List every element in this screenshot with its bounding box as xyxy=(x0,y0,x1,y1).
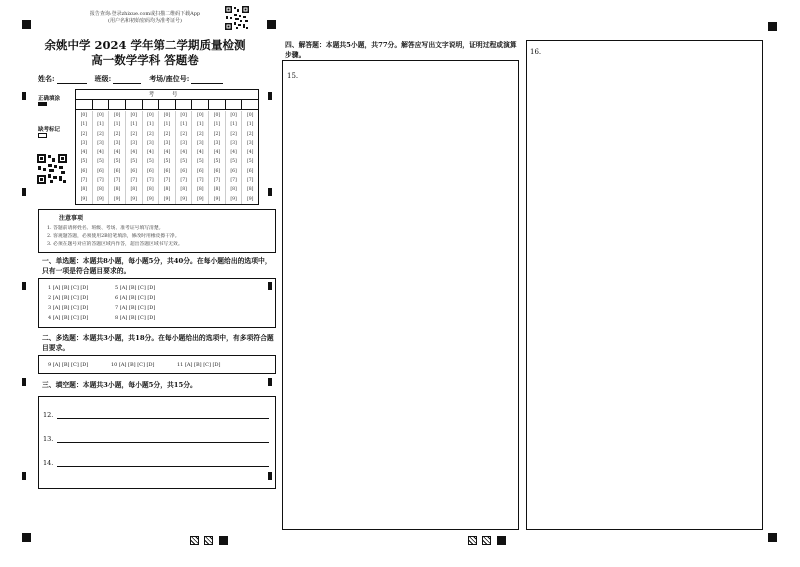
question-13-label: 13. xyxy=(43,435,54,443)
timing-mark-right-1 xyxy=(268,92,272,100)
exam-digit-column xyxy=(143,111,160,204)
exam-digit-bubble[interactable]: [6] xyxy=(97,168,104,174)
fill-blank-answer-box xyxy=(38,396,276,489)
note-item: 2. 客观题答题，必须使用2B铅笔填涂，修改时用橡皮擦干净。 xyxy=(47,234,180,239)
exam-number-grid xyxy=(75,89,259,205)
exam-digit-bubble[interactable]: [8] xyxy=(163,187,171,193)
exam-digit-bubble[interactable]: [1] xyxy=(130,122,137,128)
fill-answer-12[interactable] xyxy=(43,410,269,419)
exam-digit-bubble[interactable]: [9] xyxy=(163,196,171,202)
exam-digit-bubble[interactable]: [2] xyxy=(213,131,221,137)
exam-digit-bubble[interactable]: [1] xyxy=(80,122,88,128)
exam-digit-bubble[interactable]: [0] xyxy=(97,113,104,118)
exam-digit-bubble[interactable]: [1] xyxy=(147,122,154,128)
exam-digit-bubble[interactable]: [1] xyxy=(213,122,221,128)
qr-code-icon xyxy=(224,5,250,31)
exam-digit-bubble[interactable]: [9] xyxy=(213,196,221,202)
exam-digit-column xyxy=(109,111,126,204)
question-2-options[interactable]: 2 [A] [B] [C] [D] xyxy=(48,295,89,301)
exam-digit-bubble[interactable]: [2] xyxy=(197,131,204,137)
exam-digit-bubble[interactable]: [5] xyxy=(230,159,237,165)
exam-digit-write-box[interactable] xyxy=(143,100,160,109)
page-code-mark xyxy=(204,536,213,545)
exam-digit-bubble[interactable]: [8] xyxy=(97,187,104,193)
exam-digit-bubble[interactable]: [7] xyxy=(147,178,154,184)
exam-digit-column xyxy=(226,111,243,204)
exam-digit-column xyxy=(209,111,226,204)
exam-number-write-row xyxy=(76,100,258,110)
exam-digit-bubble[interactable]: [0] xyxy=(246,113,254,118)
exam-digit-bubble[interactable]: [9] xyxy=(113,196,121,202)
exam-digit-bubble[interactable]: [8] xyxy=(80,187,88,193)
exam-digit-bubble[interactable]: [4] xyxy=(147,150,154,156)
exam-digit-column xyxy=(126,111,143,204)
page-subtitle: 高一数学学科 答题卷 xyxy=(91,53,199,67)
section-solution-heading: 四、解答题：本题共5小题，共77分。解答应写出文字说明，证明过程或演算步骤。 xyxy=(285,41,517,59)
page-code-mark xyxy=(219,536,228,545)
question-9-options[interactable]: 9 [A] [B] [C] [D] xyxy=(48,362,89,368)
exam-digit-bubble[interactable]: [0] xyxy=(213,113,221,118)
class-field[interactable] xyxy=(95,74,142,84)
exam-digit-bubble[interactable]: [4] xyxy=(230,150,237,156)
exam-digit-write-box[interactable] xyxy=(76,100,93,109)
exam-digit-bubble[interactable]: [3] xyxy=(163,140,171,146)
exam-digit-bubble[interactable]: [6] xyxy=(113,168,121,174)
exam-digit-bubble[interactable]: [7] xyxy=(163,178,171,184)
exam-digit-write-box[interactable] xyxy=(126,100,143,109)
exam-digit-bubble[interactable]: [1] xyxy=(230,122,237,128)
question-6-options[interactable]: 6 [A] [B] [C] [D] xyxy=(115,295,156,301)
exam-digit-bubble[interactable]: [4] xyxy=(213,150,221,156)
timing-mark-left-3 xyxy=(22,282,26,290)
exam-digit-write-box[interactable] xyxy=(192,100,209,109)
exam-digit-bubble[interactable]: [3] xyxy=(230,140,237,146)
page-code-mark xyxy=(190,536,199,545)
exam-digit-bubble[interactable]: [9] xyxy=(197,196,204,202)
exam-digit-bubble[interactable]: [8] xyxy=(230,187,237,193)
page-code-mark xyxy=(497,536,506,545)
fill-answer-14[interactable] xyxy=(43,458,269,467)
exam-digit-bubble[interactable]: [1] xyxy=(97,122,104,128)
name-field[interactable] xyxy=(38,74,87,84)
question-10-options[interactable]: 10 [A] [B] [C] [D] xyxy=(111,362,155,368)
exam-digit-column xyxy=(159,111,176,204)
exam-digit-bubble[interactable]: [2] xyxy=(130,131,137,137)
section-fill-blank-heading: 三、填空题：本题共3小题，每小题5分，共15分。 xyxy=(42,381,197,389)
exam-digit-bubble[interactable]: [3] xyxy=(213,140,221,146)
question-16-label: 16. xyxy=(530,48,542,56)
exam-digit-bubble[interactable]: [8] xyxy=(213,187,221,193)
exam-digit-bubble[interactable]: [2] xyxy=(80,131,88,137)
exam-digit-bubble[interactable]: [1] xyxy=(180,122,187,128)
exam-digit-bubble[interactable]: [5] xyxy=(147,159,154,165)
corner-mark-bottom-left xyxy=(22,533,31,542)
notice-line-2: (用户名和初始密码均为准考证号) xyxy=(108,18,182,24)
exam-digit-bubble[interactable]: [4] xyxy=(113,150,121,156)
multi-choice-answer-box xyxy=(38,355,276,374)
exam-digit-bubble[interactable]: [8] xyxy=(113,187,121,193)
question-3-options[interactable]: 3 [A] [B] [C] [D] xyxy=(48,305,89,311)
note-item: 1. 答题前请将姓名、班级、考场、准考证号填写清楚。 xyxy=(47,226,164,231)
exam-digit-bubble[interactable]: [3] xyxy=(97,140,104,146)
exam-digit-bubble[interactable]: [0] xyxy=(230,113,237,118)
report-notice xyxy=(70,11,220,25)
exam-digit-bubble[interactable]: [3] xyxy=(113,140,121,146)
exam-digit-bubble[interactable]: [0] xyxy=(163,113,171,118)
exam-digit-bubble[interactable]: [6] xyxy=(130,168,137,174)
exam-digit-bubble[interactable]: [6] xyxy=(163,168,171,174)
class-line[interactable] xyxy=(113,76,141,84)
exam-digit-write-box[interactable] xyxy=(93,100,110,109)
exam-digit-bubble[interactable]: [7] xyxy=(213,178,221,184)
notes-box xyxy=(38,209,276,253)
exam-digit-bubble[interactable]: [9] xyxy=(246,196,254,202)
question-4-options[interactable]: 4 [A] [B] [C] [D] xyxy=(48,315,89,321)
exam-digit-bubble[interactable]: [5] xyxy=(163,159,171,165)
exam-number-bubbles xyxy=(76,111,258,204)
exam-number-header: 考 号 xyxy=(76,90,258,100)
question-12-label: 12. xyxy=(43,411,54,419)
correct-fill-sample xyxy=(38,102,47,106)
exam-digit-bubble[interactable]: [2] xyxy=(180,131,187,137)
exam-digit-bubble[interactable]: [9] xyxy=(97,196,104,202)
name-line[interactable] xyxy=(57,76,87,84)
room-field[interactable] xyxy=(149,74,223,84)
absent-mark-box[interactable] xyxy=(38,133,47,138)
exam-digit-column xyxy=(176,111,193,204)
exam-digit-bubble[interactable]: [6] xyxy=(213,168,221,174)
exam-digit-bubble[interactable]: [0] xyxy=(197,113,204,118)
room-line[interactable] xyxy=(191,76,223,84)
exam-digit-bubble[interactable]: [8] xyxy=(130,187,137,193)
exam-digit-bubble[interactable]: [7] xyxy=(80,178,88,184)
exam-digit-bubble[interactable]: [7] xyxy=(113,178,121,184)
exam-digit-bubble[interactable]: [3] xyxy=(80,140,88,146)
exam-digit-bubble[interactable]: [5] xyxy=(180,159,187,165)
exam-digit-bubble[interactable]: [7] xyxy=(197,178,204,184)
timing-mark-left-4 xyxy=(22,378,26,386)
exam-digit-bubble[interactable]: [5] xyxy=(197,159,204,165)
question-1-options[interactable]: 1 [A] [B] [C] [D] xyxy=(48,285,89,291)
room-label: 考场/座位号: xyxy=(149,74,190,83)
class-label: 班级: xyxy=(94,74,112,83)
question-5-options[interactable]: 5 [A] [B] [C] [D] xyxy=(115,285,156,291)
exam-digit-bubble[interactable]: [3] xyxy=(130,140,137,146)
section-single-choice-heading: 一、单选题：本题共8小题，每小题5分，共40分。在每小题给出的选项中，只有一项是符合题目要求的。 xyxy=(42,257,272,275)
exam-digit-bubble[interactable]: [6] xyxy=(246,168,254,174)
exam-digit-bubble[interactable]: [4] xyxy=(130,150,137,156)
exam-digit-bubble[interactable]: [0] xyxy=(113,113,121,118)
exam-digit-bubble[interactable]: [6] xyxy=(80,168,88,174)
exam-digit-bubble[interactable]: [9] xyxy=(147,196,154,202)
exam-digit-bubble[interactable]: [5] xyxy=(80,159,88,165)
question-11-options[interactable]: 11 [A] [B] [C] [D] xyxy=(177,362,221,368)
question-8-options[interactable]: 8 [A] [B] [C] [D] xyxy=(115,315,156,321)
page-code-mark xyxy=(468,536,477,545)
exam-digit-write-box[interactable] xyxy=(226,100,243,109)
corner-mark-bottom-right xyxy=(768,533,777,542)
exam-digit-bubble[interactable]: [4] xyxy=(197,150,204,156)
fill-answer-13[interactable] xyxy=(43,434,269,443)
notice-line-1: 报告查询:登录zhixue.com或扫描二维码下载App xyxy=(89,11,201,17)
exam-digit-bubble[interactable]: [2] xyxy=(113,131,121,137)
question-14-label: 14. xyxy=(43,459,54,467)
question-15-label: 15. xyxy=(287,72,299,80)
exam-digit-write-box[interactable] xyxy=(176,100,193,109)
exam-digit-bubble[interactable]: [4] xyxy=(80,150,88,156)
correct-fill-label: 正确填涂 xyxy=(38,96,61,102)
exam-digit-bubble[interactable]: [5] xyxy=(97,159,104,165)
exam-digit-bubble[interactable]: [3] xyxy=(197,140,204,146)
answer-area-16[interactable] xyxy=(526,40,763,530)
exam-digit-column xyxy=(192,111,209,204)
exam-digit-bubble[interactable]: [5] xyxy=(130,159,137,165)
exam-digit-bubble[interactable]: [9] xyxy=(80,196,88,202)
exam-digit-bubble[interactable]: [7] xyxy=(180,178,187,184)
exam-digit-bubble[interactable]: [5] xyxy=(246,159,254,165)
exam-digit-bubble[interactable]: [8] xyxy=(180,187,187,193)
exam-digit-bubble[interactable]: [9] xyxy=(130,196,137,202)
exam-digit-bubble[interactable]: [8] xyxy=(147,187,154,193)
exam-digit-bubble[interactable]: [2] xyxy=(97,131,104,137)
exam-digit-bubble[interactable]: [6] xyxy=(230,168,237,174)
exam-digit-bubble[interactable]: [2] xyxy=(147,131,154,137)
exam-digit-bubble[interactable]: [4] xyxy=(246,150,254,156)
exam-digit-bubble[interactable]: [6] xyxy=(180,168,187,174)
exam-digit-write-box[interactable] xyxy=(109,100,126,109)
corner-mark-top-right xyxy=(768,22,777,31)
exam-digit-bubble[interactable]: [7] xyxy=(230,178,237,184)
exam-digit-bubble[interactable]: [9] xyxy=(230,196,237,202)
answer-area-15[interactable] xyxy=(282,60,519,530)
exam-digit-write-box[interactable] xyxy=(242,100,258,109)
note-item: 3. 必须在题号对应的答题区域内作答，超出答题区域书写无效。 xyxy=(47,242,183,247)
corner-mark-top-left xyxy=(22,20,31,29)
timing-mark-left-1 xyxy=(22,92,26,100)
exam-digit-bubble[interactable]: [0] xyxy=(147,113,154,118)
exam-digit-bubble[interactable]: [8] xyxy=(197,187,204,193)
exam-digit-bubble[interactable]: [4] xyxy=(180,150,187,156)
exam-digit-bubble[interactable]: [2] xyxy=(163,131,171,137)
exam-digit-bubble[interactable]: [4] xyxy=(163,150,171,156)
exam-digit-bubble[interactable]: [2] xyxy=(230,131,237,137)
section-multi-choice-heading: 二、多选题：本题共3小题，共18分。在每小题给出的选项中，有多项符合题目要求。 xyxy=(42,334,274,352)
exam-digit-column xyxy=(76,111,93,204)
exam-digit-column xyxy=(242,111,258,204)
exam-digit-bubble[interactable]: [6] xyxy=(147,168,154,174)
exam-digit-bubble[interactable]: [1] xyxy=(197,122,204,128)
exam-digit-bubble[interactable]: [3] xyxy=(180,140,187,146)
exam-digit-bubble[interactable]: [3] xyxy=(147,140,154,146)
exam-digit-bubble[interactable]: [4] xyxy=(97,150,104,156)
single-choice-answer-box xyxy=(38,278,276,328)
name-label: 姓名: xyxy=(38,74,55,83)
exam-digit-bubble[interactable]: [6] xyxy=(197,168,204,174)
exam-digit-bubble[interactable]: [5] xyxy=(213,159,221,165)
exam-digit-bubble[interactable]: [1] xyxy=(113,122,121,128)
exam-digit-bubble[interactable]: [2] xyxy=(246,131,254,137)
absent-mark-label: 缺考标记 xyxy=(38,127,61,133)
exam-digit-bubble[interactable]: [0] xyxy=(80,113,88,118)
exam-digit-bubble[interactable]: [0] xyxy=(180,113,187,118)
exam-digit-column xyxy=(93,111,110,204)
exam-digit-write-box[interactable] xyxy=(159,100,176,109)
student-qr-icon xyxy=(37,154,67,184)
exam-digit-bubble[interactable]: [0] xyxy=(130,113,137,118)
exam-digit-bubble[interactable]: [1] xyxy=(246,122,254,128)
notes-title: 注意事项 xyxy=(59,215,84,222)
timing-mark-left-2 xyxy=(22,188,26,196)
exam-digit-bubble[interactable]: [8] xyxy=(246,187,254,193)
timing-mark-right-2 xyxy=(268,188,272,196)
exam-digit-bubble[interactable]: [7] xyxy=(246,178,254,184)
page-code-mark xyxy=(482,536,491,545)
exam-digit-bubble[interactable]: [7] xyxy=(130,178,137,184)
corner-mark-top-mid xyxy=(267,20,276,29)
student-info-row xyxy=(38,74,283,84)
exam-digit-bubble[interactable]: [5] xyxy=(113,159,121,165)
exam-digit-bubble[interactable]: [1] xyxy=(163,122,171,128)
exam-digit-bubble[interactable]: [9] xyxy=(180,196,187,202)
exam-digit-write-box[interactable] xyxy=(209,100,226,109)
page-title: 余姚中学 2024 学年第二学期质量检测 xyxy=(44,38,246,52)
timing-mark-left-5 xyxy=(22,472,26,480)
exam-digit-bubble[interactable]: [7] xyxy=(97,178,104,184)
question-7-options[interactable]: 7 [A] [B] [C] [D] xyxy=(115,305,156,311)
exam-digit-bubble[interactable]: [3] xyxy=(246,140,254,146)
